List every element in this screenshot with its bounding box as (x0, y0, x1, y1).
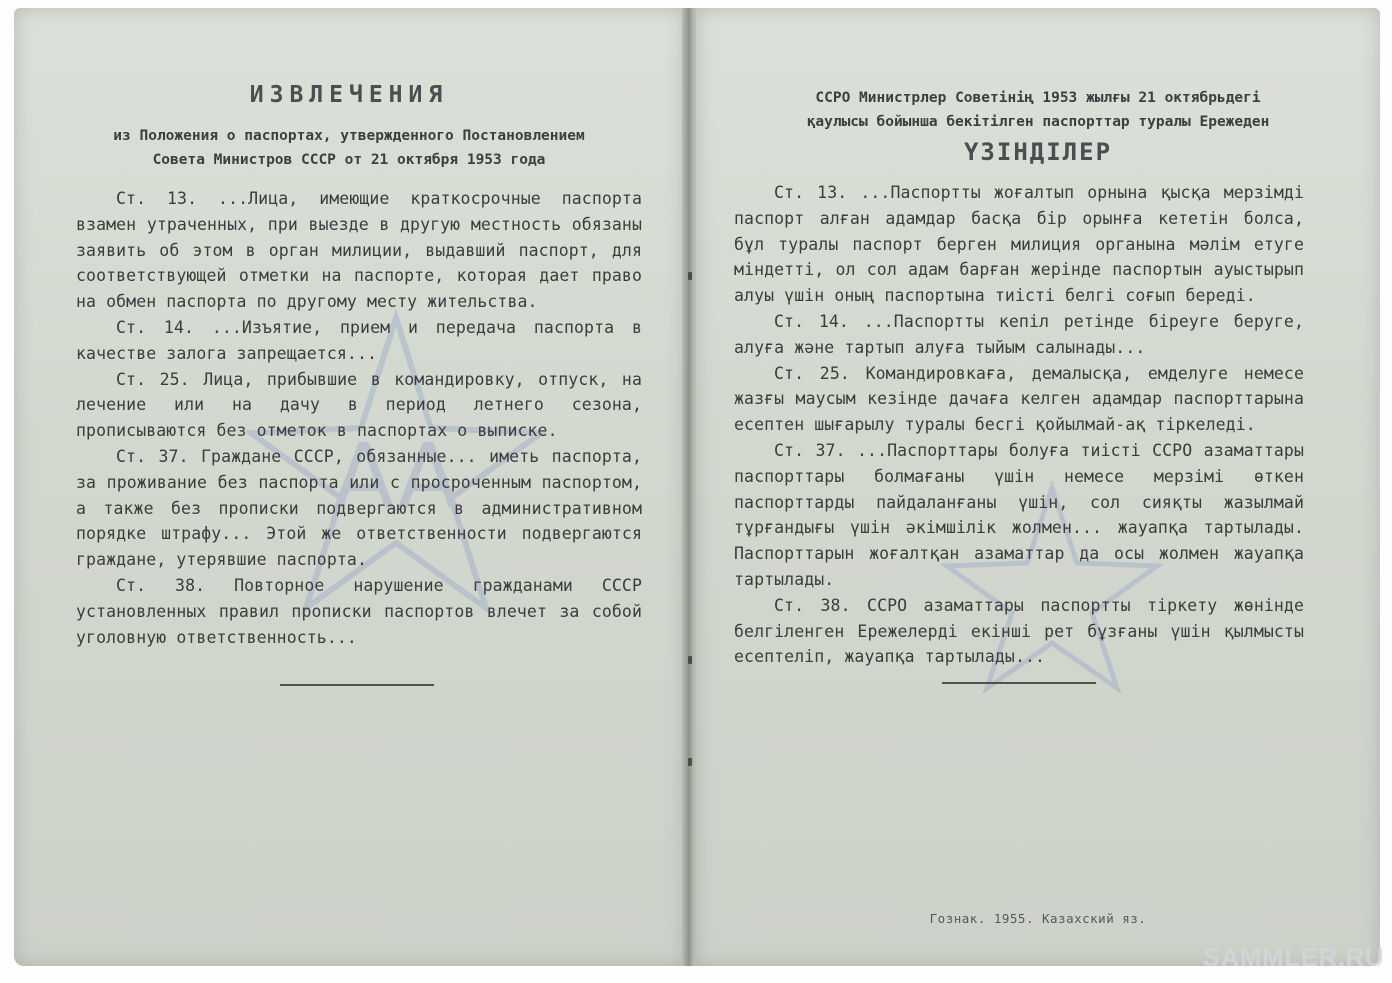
article-25: Ст. 25. Командировкаға, демалысқа, емделуге немесе жазғы маусым кезінде дачаға келген адамдар паспорттарына есептен шығарылу туралы бесгі қойылмай-ақ тіркеледі. (734, 363, 1304, 435)
printer-imprint: Гознак. 1955. Казахский яз. (929, 911, 1147, 926)
extract-body (734, 180, 1304, 670)
article-37: Ст. 37. ...Паспорттары болуға тиісті ССРО азаматтары паспорттары болмағаны үшін немесе мерзімі өткен паспорттарды пайдаланғаны үшін, сол сияқты жазылмай тұрғандығы үшін әкімшілік жолмен... жауапқа тартылады. Паспорттарын жоғалтқан азаматтар да осы жолмен жауапқа тартылады. (734, 440, 1304, 589)
divider-rule (942, 682, 1096, 684)
article-13: Ст. 13. ...Паспортты жоғалтып орнына қысқа мерзімді паспорт алған адамдар басқа бір орынға кететін болса, бұл туралы паспорт берген милиция органына мәлім етуге міндетті, ол сол адам барған жерінде паспортын ауыстырып алуы үшін оның паспортына тиісті белгі соғып береді. (734, 183, 1304, 306)
article-37: Ст. 37. Граждане СССР, обязанные... иметь паспорта, за проживание без паспорта или с просроченным паспортом, а также без прописки подвергаются в административном порядке штрафу... Этой же ответственности подвергаются граждане, утерявшие паспорта. (76, 446, 642, 570)
article-38: Ст. 38. ССРО азаматтары паспортты тіркету жөнінде белгіленген Ережелерді екінші рет бұзғаны үшін қылмысты есептеліп, жауапқа тартылады... (734, 595, 1304, 667)
stitch-mark (688, 758, 692, 766)
page-title: ИЗВЛЕЧЕНИЯ (249, 82, 449, 108)
page-title: ҮЗІНДІЛЕР (963, 138, 1113, 166)
article-25: Ст. 25. Лица, прибывшие в командировку, отпуск, на лечение или на дачу в период летнего сезона, прописываются без отметок в паспортах о выписке. (76, 369, 642, 441)
article-14: Ст. 14. ...Изъятие, прием и передача паспорта в качестве залога запрещается... (76, 317, 642, 363)
article-14: Ст. 14. ...Паспортты кепіл ретінде біреуге беруге, алуға және тартып алуға тыйым салынады... (734, 311, 1304, 357)
header-line-2: қаулысы бойынша бекітілген паспорттар туралы Ережеден (806, 114, 1270, 130)
subtitle-line-1: из Положения о паспортах, утвержденного Постановлением (113, 128, 585, 144)
subtitle-line-2: Совета Министров СССР от 21 октября 1953 года (152, 152, 546, 168)
svg-text:AA: AA (333, 425, 459, 530)
stitch-mark (688, 272, 692, 280)
header-line-1: ССРО Министрлер Советінің 1953 жылғы 21 октябрьдегі (815, 90, 1261, 106)
site-watermark: SAMMLER.RU (1202, 942, 1384, 972)
stitch-mark (688, 656, 692, 664)
left-page (14, 8, 684, 966)
right-page (696, 8, 1380, 966)
divider-rule (280, 684, 434, 686)
article-38: Ст. 38. Повторное нарушение гражданами СССР установленных правил прописки паспортов влечет за собой уголовную ответственность... (76, 575, 642, 647)
extract-body (76, 186, 642, 650)
article-13: Ст. 13. ...Лица, имеющие краткосрочные паспорта взамен утраченных, при выезде в другую местность обязаны заявить об этом в орган милиции, выдавший паспорт, для соответствующей отметки на паспорте, которая дает право на обмен паспорта по другому месту жительства. (76, 189, 642, 312)
